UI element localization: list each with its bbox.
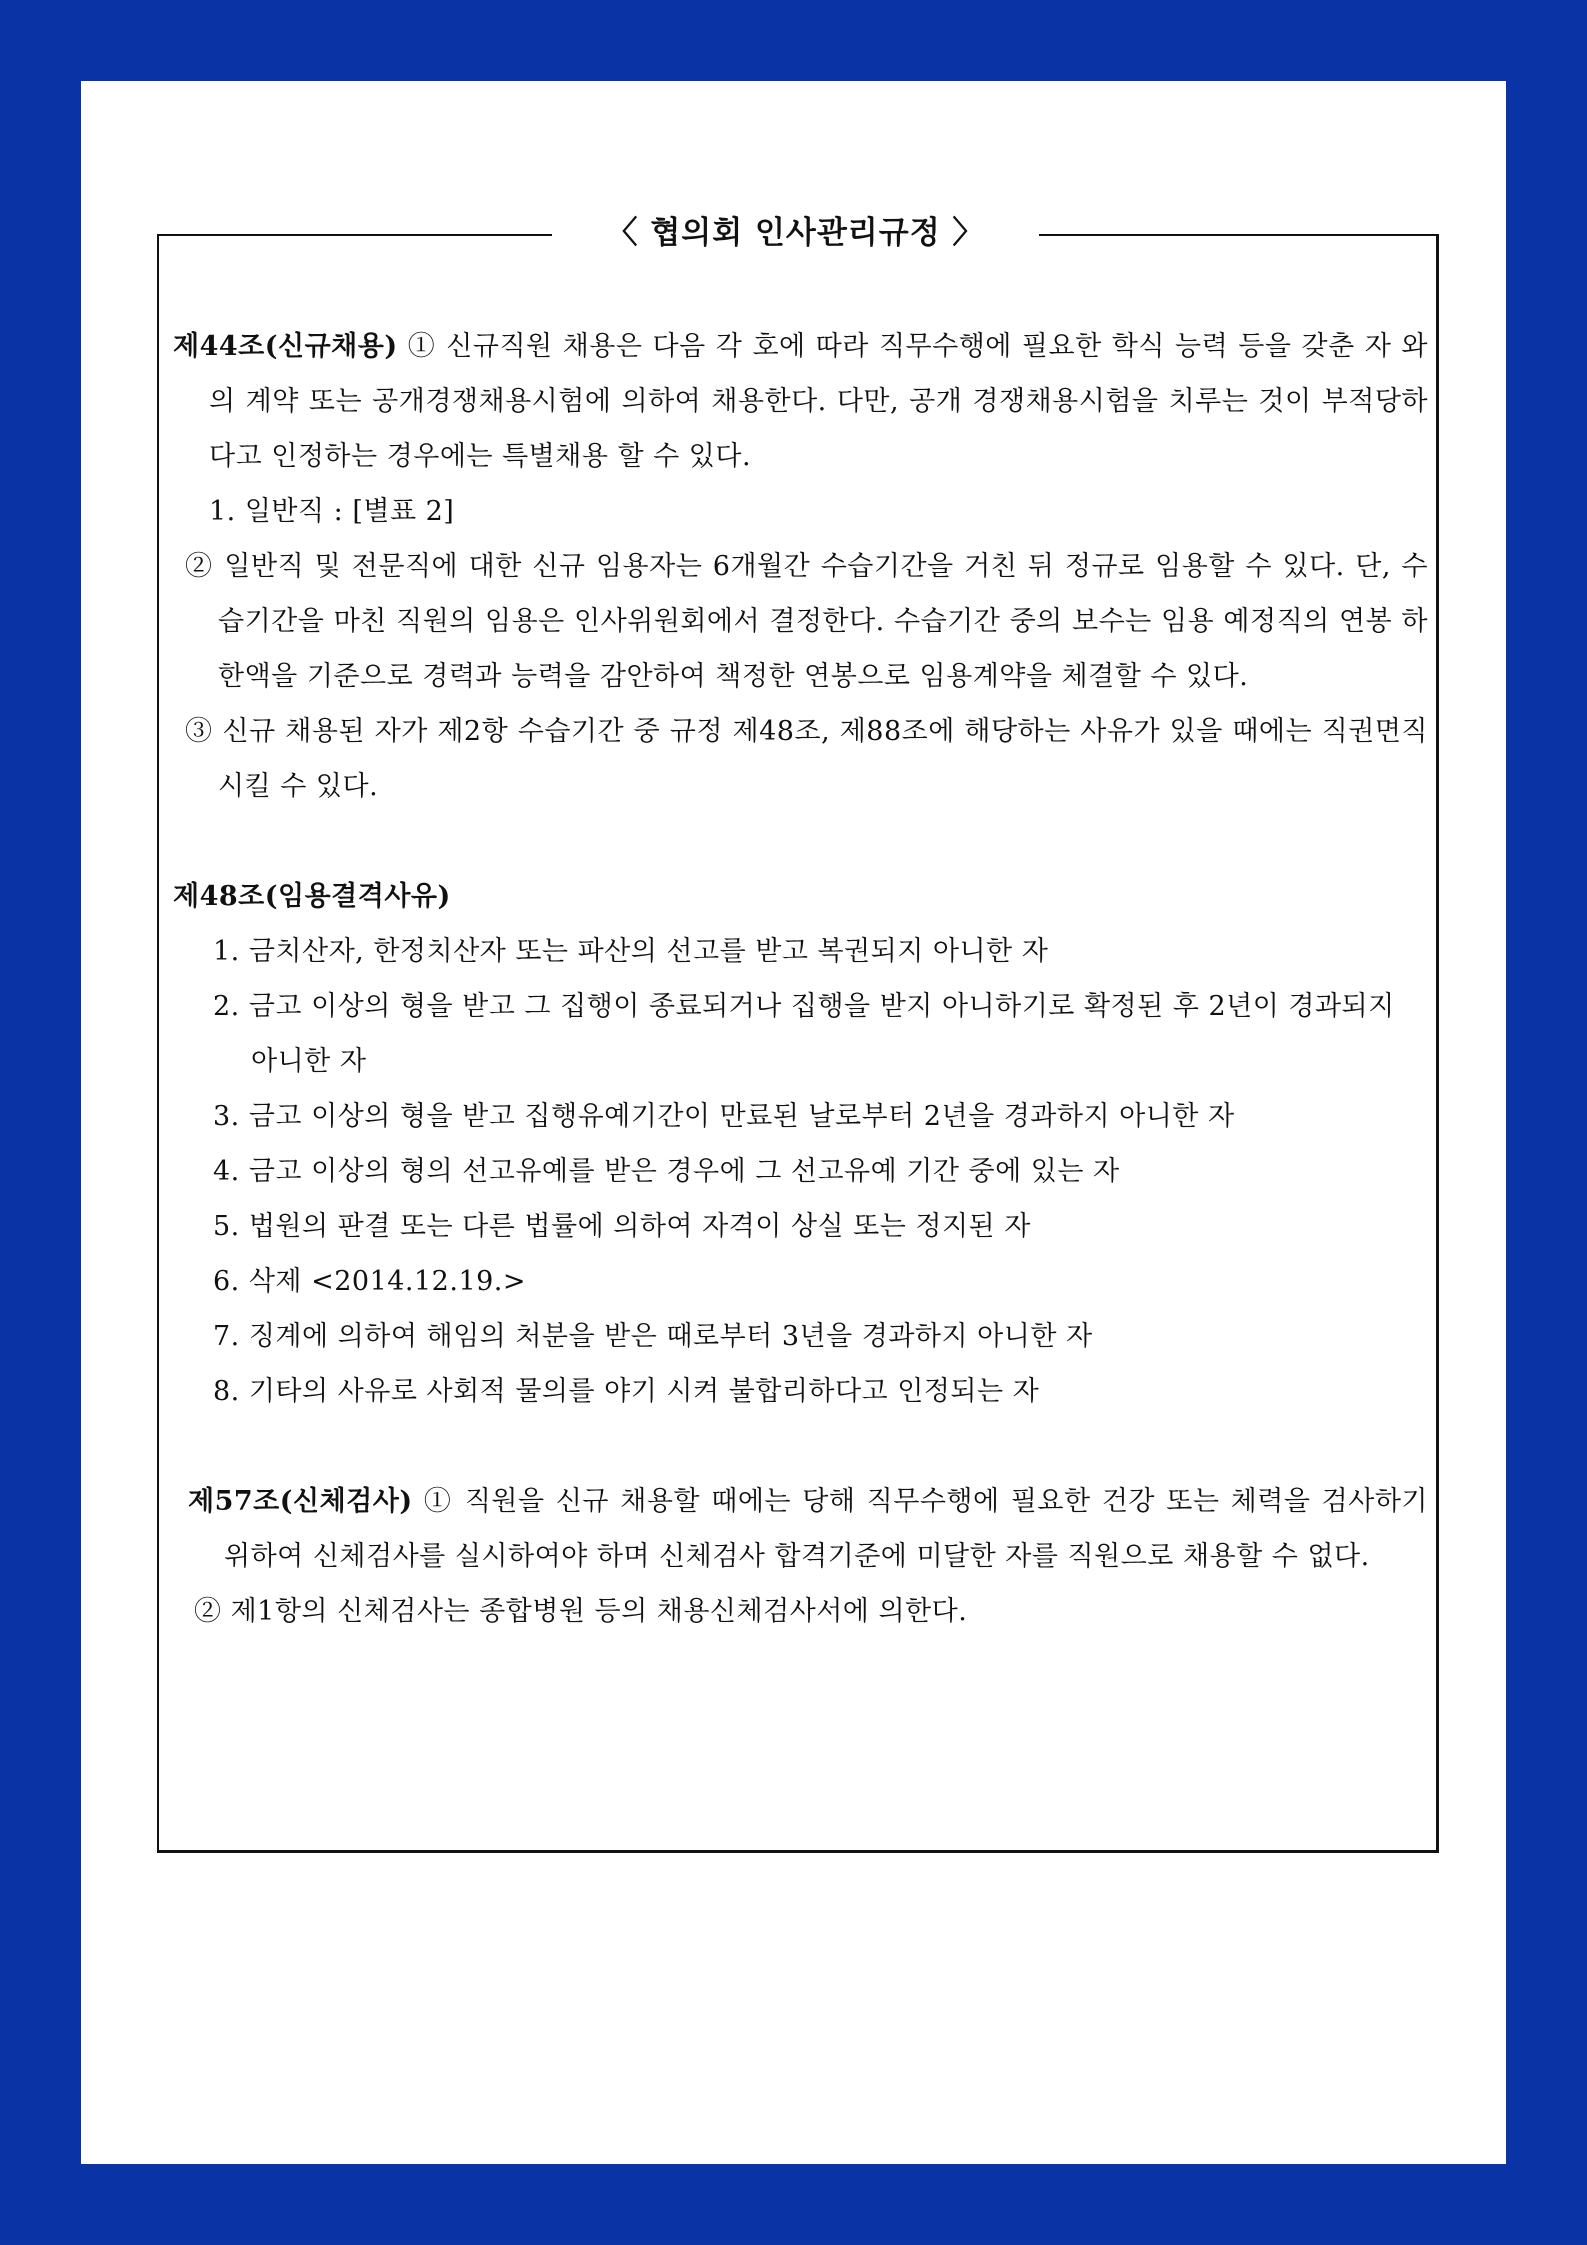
article-48-item: 8. 기타의 사유로 사회적 물의를 야기 시켜 불합리하다고 인정되는 자 [213,1376,1040,1407]
article-44-item-1: 1. 일반직 : [별표 2] [209,496,455,527]
article-48-item: 3. 금고 이상의 형을 받고 집행유예기간이 만료된 날로부터 2년을 경과하지 아니한 자 [213,1101,1235,1132]
article-57-heading: 제57조(신체검사) [188,1486,413,1517]
article-44-paragraph-1 [173,319,1428,484]
article-48-item: 7. 징계에 의하여 해임의 처분을 받은 때로부터 3년을 경과하지 아니한 자 [213,1321,1093,1352]
page-title: 〈 협의회 인사관리규정 〉 [606,215,985,251]
article-48-item: 5. 법원의 판결 또는 다른 법률에 의하여 자격이 상실 또는 정지된 자 [213,1211,1031,1242]
article-44-heading: 제44조(신규채용) [173,331,398,362]
article-44-paragraph-3: ③ 신규 채용된 자가 제2항 수습기간 중 규정 제48조, 제88조에 해당하는 사유가 있을 때에는 직권면직 시킬 수 있다. [185,716,1428,802]
document-page [81,81,1506,2164]
article-48-heading: 제48조(임용결격사유) [173,881,451,912]
article-57-text-1: ① 직원을 신규 채용할 때에는 당해 직무수행에 필요한 건강 또는 체력을 검사하기 위하여 신체검사를 실시하여야 하며 신체검사 합격기준에 미달한 자를 직원으로 채용할 수 없다. [224,1486,1428,1572]
article-48-item: 6. 삭제 <2014.12.19.> [213,1266,527,1297]
article-57-paragraph-2: ② 제1항의 신체검사는 종합병원 등의 채용신체검사서에 의한다. [194,1596,968,1627]
article-48-item: 2. 금고 이상의 형을 받고 그 집행이 종료되거나 집행을 받지 아니하기로 확정된 후 2년이 경과되지 아니한 자 [213,991,1395,1077]
article-57-paragraph-1 [173,1474,1428,1584]
article-44-text-1: ① 신규직원 채용은 다음 각 호에 따라 직무수행에 필요한 학식 능력 등을 갖춘 자 와의 계약 또는 공개경쟁채용시험에 의하여 채용한다. 다만, 공개 경쟁채용시험을 치루는 것이 부적당하다고 인정하는 경우에는 특별채용 할 수 있다. [209,331,1428,472]
frame-top-line-right [1039,234,1439,236]
article-48-item: 4. 금고 이상의 형의 선고유예를 받은 경우에 그 선고유예 기간 중에 있는 자 [213,1156,1120,1187]
regulation-content [173,319,1428,1639]
article-44-paragraph-2: ② 일반직 및 전문직에 대한 신규 임용자는 6개월간 수습기간을 거친 뒤 정규로 임용할 수 있다. 단, 수습기간을 마친 직원의 임용은 인사위원회에서 결정한다. 수습기간 중의 보수는 임용 예정직의 연봉 하한액을 기준으로 경력과 능력을 감안하여 책정한 연봉으로 임용계약을 체결할 수 있다. [185,551,1428,692]
article-48-item: 1. 금치산자, 한정치산자 또는 파산의 선고를 받고 복권되지 아니한 자 [213,936,1049,967]
frame-top-line-left [157,234,552,236]
